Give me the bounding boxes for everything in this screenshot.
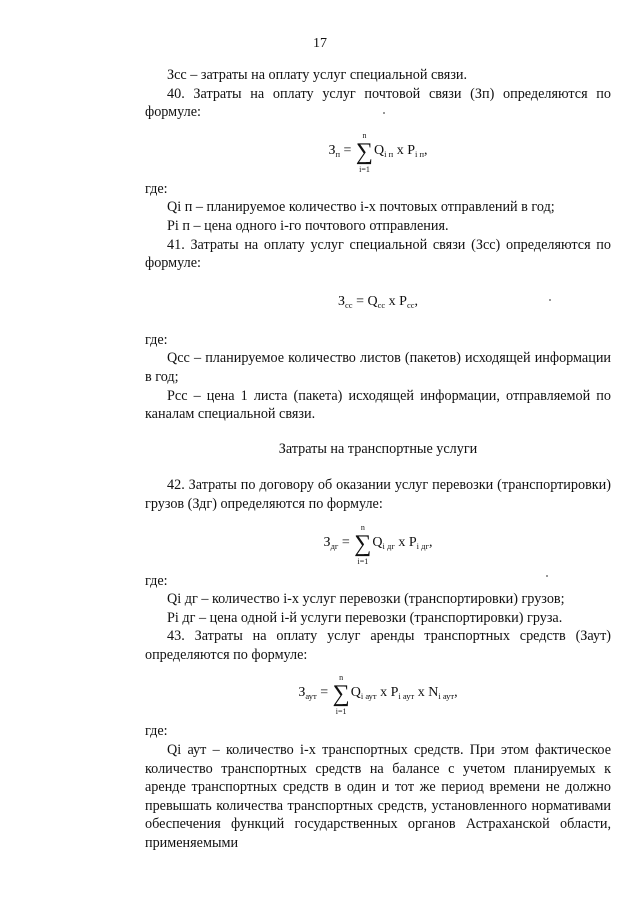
document-body: [145, 66, 611, 853]
formula-43: $З_{аут}$ = ∑ n i=1 $Q_{i аут}$ х $P_{i аут}$ х $N_{i аут}$,: [298, 673, 458, 717]
definition-q-i-p: Qi п – планируемое количество i-х почтовых отправлений в год;: [167, 199, 555, 216]
definition-q-ss: Qсс – планируемое количество листов (пакетов) исходящей информации в год;: [145, 350, 611, 385]
scan-speck: [549, 299, 551, 301]
sum-sign: ∑ n i=1: [355, 130, 374, 174]
page-number: 17: [313, 36, 327, 51]
sum-sign: ∑ n i=1: [354, 522, 372, 566]
definition-p-i-dg: Pi дг – цена одной i-й услуги перевозки (транспортировки) груза.: [167, 609, 563, 626]
where-label: где:: [145, 723, 168, 740]
formula-42: $З_{дг}$ = ∑ n i=1 $Q_{i дг}$ х $P_{i дг}$,: [323, 522, 433, 566]
paragraph-42: 42. Затраты по договору об оказании услуг перевозки (транспортировки) грузов (Здг) определяются по формуле:: [145, 477, 611, 512]
paragraph-41: 41. Затраты на оплату услуг специальной связи (Зсс) определяются по формуле:: [145, 236, 611, 272]
where-label: где:: [145, 180, 168, 197]
definition-p-i-p: Pi п – цена одного i-го почтового отправления.: [167, 217, 449, 234]
definition-p-ss: Pсс – цена 1 листа (пакета) исходящей информации, отправляемой по каналам специальной связи.: [145, 387, 611, 423]
definition-q-i-aut: Qi аут – количество i-х транспортных средств. При этом фактическое количество транспортных средств на балансе с учетом планируемых к аренде транспортных средств в один и тот же период времени не должно превышать количества транспортных средств, установленного нормативами обеспечения функций государственных органов Астраханской области, применяемыми: [145, 742, 611, 852]
definition-q-i-dg: Qi дг – количество i-х услуг перевозки (транспортировки) грузов;: [167, 591, 565, 608]
scan-speck: [546, 575, 548, 577]
where-label: где:: [145, 331, 168, 348]
where-label: где:: [145, 572, 168, 589]
formula-41: $З_{сс} = Q_{сс}$ х $P_{сс}$,: [338, 293, 418, 310]
formula-40: $З_п$ = ∑ n i=1 $Q_{i п}$ х $P_{i п}$,: [328, 130, 428, 174]
paragraph-40: 40. Затраты на оплату услуг почтовой связи (Зп) определяются по формуле:: [145, 85, 611, 121]
paragraph-43: 43. Затраты на оплату услуг аренды транспортных средств (Заут) определяются по формуле:: [145, 628, 611, 663]
scan-speck: [383, 112, 385, 114]
definition-zss: Зсс – затраты на оплату услуг специальной связи.: [167, 67, 468, 83]
sum-sign: ∑ n i=1: [332, 673, 350, 717]
section-heading: Затраты на транспортные услуги: [278, 440, 478, 457]
